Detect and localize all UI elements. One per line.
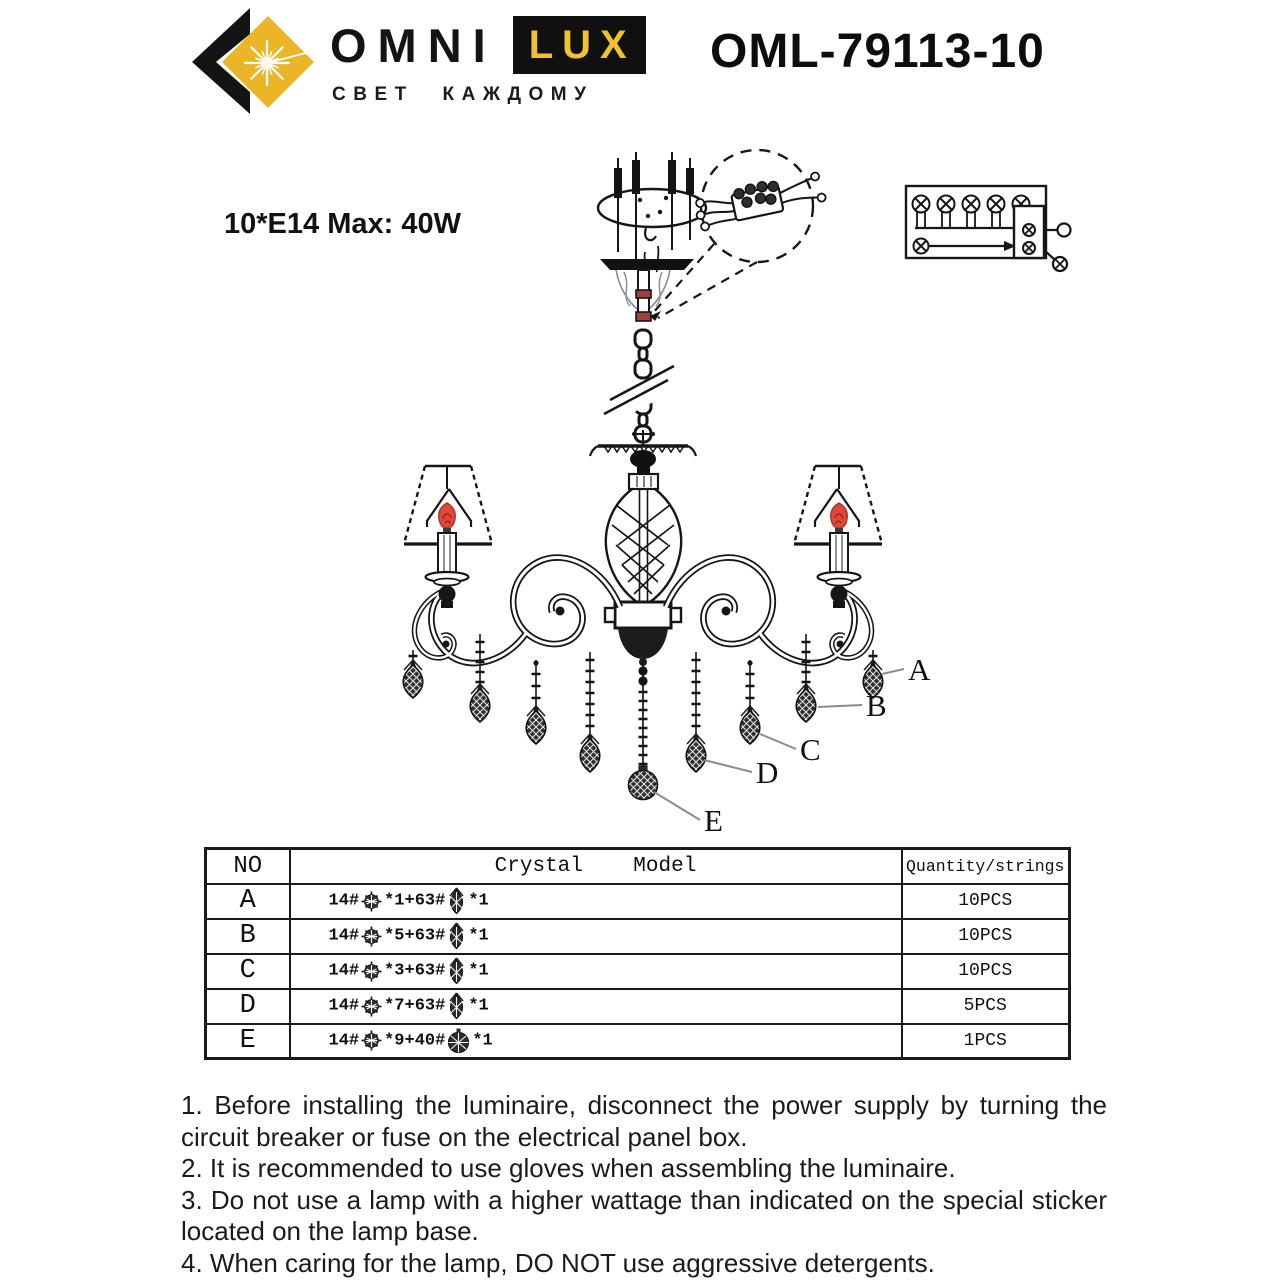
faceted-bead-icon	[361, 961, 382, 982]
model-text: 14#	[328, 1031, 360, 1051]
model-text: *5+63#	[384, 926, 446, 946]
model-text: *1	[468, 961, 489, 981]
lamp-spec: 10*E14 Max: 40W	[224, 208, 461, 240]
model-text: *1	[468, 996, 489, 1016]
brand-omni-text: OMNI	[330, 18, 497, 72]
col-header-qty: Quantity/strings	[902, 849, 1070, 884]
crystal-model-cell	[290, 919, 902, 954]
row-letter: D	[206, 989, 290, 1024]
model-text: 14#	[328, 961, 360, 981]
teardrop-crystal-icon	[447, 922, 466, 950]
model-number: OML-79113-10	[710, 25, 1045, 78]
crystal-table-row	[206, 954, 1070, 989]
crystal-model-cell	[290, 884, 902, 919]
label-a: A	[908, 652, 931, 687]
faceted-bead-icon	[361, 926, 382, 947]
label-e: E	[704, 803, 723, 838]
row-letter: C	[206, 954, 290, 989]
model-text: *1	[472, 1031, 493, 1051]
quantity-cell: 10PCS	[902, 954, 1070, 989]
model-text: *1	[468, 891, 489, 911]
faceted-bead-icon	[361, 996, 382, 1017]
teardrop-crystal-icon	[447, 887, 466, 915]
label-d: D	[756, 755, 779, 790]
model-text: *1	[468, 926, 489, 946]
ball-crystal-icon	[447, 1028, 470, 1054]
mounting-bracket-drawing	[598, 152, 706, 274]
brand-tagline: СВЕТ КАЖДОМУ	[332, 84, 594, 105]
model-text: 14#	[328, 996, 360, 1016]
crystal-table-row	[206, 989, 1070, 1024]
teardrop-crystal-icon	[447, 957, 466, 985]
model-text: *9+40#	[384, 1031, 446, 1051]
crystal-model-cell	[290, 989, 902, 1024]
brand-lux-badge: LUX	[513, 16, 646, 74]
col-header-model: Crystal Model	[290, 849, 902, 884]
table-header-row	[206, 849, 1070, 884]
instruction-item-3: 3. Do not use a lamp with a higher wattage than indicated on the special sticker located on the lamp base.	[181, 1184, 1107, 1246]
col-header-no: NO	[206, 849, 290, 884]
chandelier-diagram	[340, 130, 1090, 840]
crystal-parts-table	[204, 847, 1071, 1060]
terminal-block-magnifier	[650, 150, 827, 321]
brand-row	[330, 16, 646, 74]
instructions	[181, 1090, 1107, 1279]
crystal-table-row	[206, 919, 1070, 954]
faceted-bead-icon	[361, 891, 382, 912]
model-text: *7+63#	[384, 996, 446, 1016]
model-text: 14#	[328, 891, 360, 911]
quantity-cell: 10PCS	[902, 919, 1070, 954]
model-text: *1+63#	[384, 891, 446, 911]
model-text: 14#	[328, 926, 360, 946]
crystal-table-row	[206, 884, 1070, 919]
crystal-model-cell	[290, 1024, 902, 1059]
center-crystal-string	[629, 663, 658, 800]
canopy-and-chain	[590, 259, 696, 475]
right-arm-assembly	[666, 466, 883, 772]
faceted-bead-icon	[361, 1030, 382, 1051]
omnilux-logo-mark	[178, 4, 328, 118]
left-arm-assembly	[403, 466, 620, 772]
crystal-model-cell	[290, 954, 902, 989]
row-letter: E	[206, 1024, 290, 1059]
row-letter: B	[206, 919, 290, 954]
instruction-item-1: 1. Before installing the luminaire, disconnect the power supply by turning the circuit breaker or fuse on the electrical panel box.	[181, 1090, 1107, 1152]
wiring-diagram	[906, 186, 1071, 271]
instruction-item-2: 2. It is recommended to use gloves when assembling the luminaire.	[181, 1153, 956, 1183]
label-b: B	[866, 688, 887, 723]
label-c: C	[800, 732, 821, 767]
center-column	[605, 474, 681, 666]
crystal-table-row	[206, 1024, 1070, 1059]
quantity-cell: 5PCS	[902, 989, 1070, 1024]
instruction-item-4: 4. When caring for the lamp, DO NOT use aggressive detergents.	[181, 1247, 935, 1278]
model-text: *3+63#	[384, 961, 446, 981]
row-letter: A	[206, 884, 290, 919]
teardrop-crystal-icon	[447, 992, 466, 1020]
quantity-cell: 10PCS	[902, 884, 1070, 919]
quantity-cell: 1PCS	[902, 1024, 1070, 1059]
